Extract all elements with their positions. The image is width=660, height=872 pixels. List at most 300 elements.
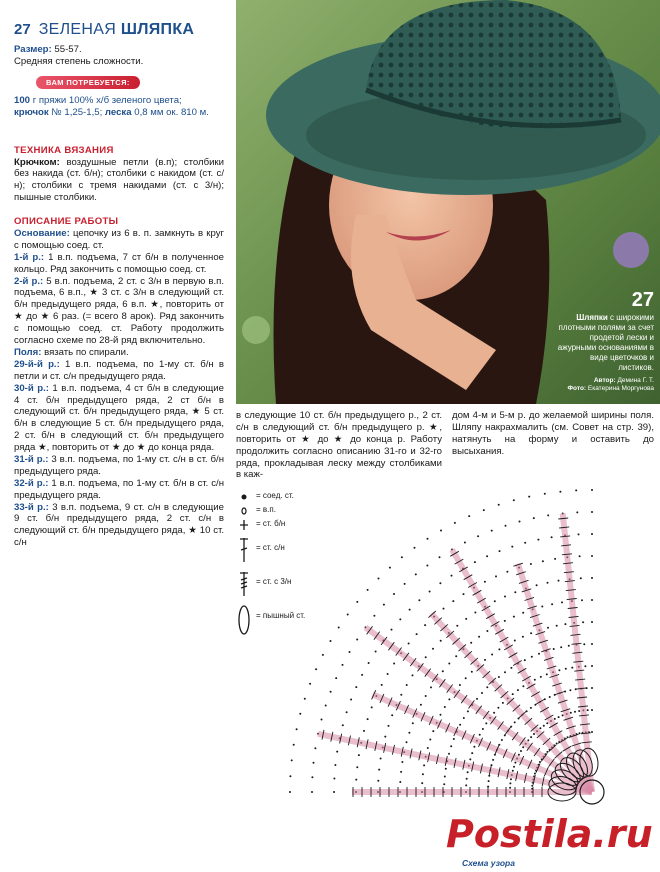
chain-dot — [498, 648, 500, 650]
work-paragraph: 31-й р.: 3 в.п. подъема, по 1-му ст. с/н в ст. б/н предыдущего ряда. — [14, 453, 224, 477]
single-crochet-icon — [238, 518, 254, 532]
chain-dot — [556, 743, 558, 745]
chain-dot — [533, 517, 535, 519]
chain-dot — [387, 673, 389, 675]
work-paragraph: Основание: цепочку из 6 в. п. замкнуть в круг с помощью соед. ст. — [14, 228, 224, 251]
chain-dot — [469, 758, 471, 760]
chain-dot — [313, 762, 315, 764]
stitch-mark — [561, 545, 571, 546]
chain-dot — [546, 751, 548, 753]
chain-dot — [289, 791, 291, 793]
chain-dot — [505, 525, 507, 527]
chain-dot — [504, 596, 506, 598]
chain-dot — [464, 542, 466, 544]
chain-dot — [554, 558, 556, 560]
chain-dot — [336, 751, 338, 753]
chain-dot — [514, 640, 516, 642]
chain-dot — [408, 643, 410, 645]
work-continued-right: дом 4-м и 5-м р. до желаемой ширины поля. Шляпу накрахмалить (см. Совет на стр. 39), натянуть на форму и оставить до высыхания. — [452, 410, 654, 457]
chain-dot — [346, 711, 348, 713]
chain-dot — [400, 771, 402, 773]
chain-dot — [415, 573, 417, 575]
stitch-mark — [565, 581, 575, 582]
chain-dot — [418, 599, 420, 601]
chain-dot — [454, 522, 456, 524]
chain-dot — [401, 556, 403, 558]
legend-single-crochet: = ст. б/н — [236, 518, 376, 534]
chain-dot — [591, 555, 593, 557]
difficulty-line: Средняя степень сложности. — [14, 55, 144, 67]
chain-dot — [412, 674, 414, 676]
chain-dot — [445, 768, 447, 770]
chain-dot — [514, 591, 516, 593]
legend-slip-stitch: = соед. ст. — [236, 490, 376, 506]
stitch-mark — [568, 608, 578, 609]
work-paragraph: 32-й р.: 1 в.п. подъема, по 1-му ст. б/н в ст. с/н предыдущего ряда. — [14, 477, 224, 501]
stitch-mark — [560, 536, 570, 537]
chain-dot — [473, 746, 475, 748]
chain-dot — [371, 706, 373, 708]
chain-dot — [519, 521, 521, 523]
chain-dot — [453, 738, 455, 740]
slip-stitch-icon — [238, 490, 254, 504]
chain-dot — [425, 656, 427, 658]
chain-dot — [493, 712, 495, 714]
chain-dot — [325, 705, 327, 707]
chain-dot — [421, 782, 423, 784]
chain-dot — [518, 754, 520, 756]
chain-dot — [542, 560, 544, 562]
legend-puff-stitch: = пышный ст. — [236, 610, 376, 640]
chain-dot — [378, 578, 380, 580]
chain-dot — [556, 625, 558, 627]
chain-dot — [568, 645, 570, 647]
stitch-mark — [575, 679, 585, 680]
chain-dot — [375, 651, 377, 653]
chain-dot — [391, 714, 393, 716]
chain-dot — [459, 724, 461, 726]
chain-dot — [466, 778, 468, 780]
chain-dot — [363, 730, 365, 732]
chain-dot — [562, 714, 564, 716]
chain-dot — [391, 629, 393, 631]
chain-dot — [333, 791, 335, 793]
chain-dot — [408, 732, 410, 734]
chain-dot — [591, 599, 593, 601]
chain-dot — [409, 609, 411, 611]
chain-dot — [384, 736, 386, 738]
chain-dot — [356, 601, 358, 603]
chain-dot — [486, 555, 488, 557]
chain-dot — [463, 717, 465, 719]
chain-dot — [481, 692, 483, 694]
chain-dot — [488, 780, 490, 782]
chain-dot — [484, 659, 486, 661]
chain-dot — [591, 533, 593, 535]
chain-dot — [522, 636, 524, 638]
chain-dot — [393, 593, 395, 595]
chain-dot — [355, 686, 357, 688]
chain-dot — [299, 713, 301, 715]
chain-dot — [467, 710, 469, 712]
chain-dot — [424, 624, 426, 626]
chain-dot — [483, 509, 485, 511]
chain-dot — [440, 714, 442, 716]
chain-dot — [547, 627, 549, 629]
chain-dot — [383, 604, 385, 606]
chain-dot — [412, 722, 414, 724]
chain-dot — [414, 547, 416, 549]
chain-dot — [377, 780, 379, 782]
work-heading: ОПИСАНИЕ РАБОТЫ — [14, 216, 119, 228]
chain-dot — [567, 736, 569, 738]
chain-dot — [510, 778, 512, 780]
chain-dot — [534, 773, 536, 775]
chain-dot — [448, 698, 450, 700]
chain-dot — [440, 640, 442, 642]
chain-dot — [498, 504, 500, 506]
chain-dot — [432, 730, 434, 732]
chain-dot — [443, 783, 445, 785]
chain-dot — [574, 711, 576, 713]
chain-dot — [524, 659, 526, 661]
chain-dot — [495, 575, 497, 577]
work-description — [14, 228, 224, 549]
chain-dot — [456, 625, 458, 627]
chain-dot — [522, 685, 524, 687]
chain-dot — [432, 648, 434, 650]
chain-dot — [541, 606, 543, 608]
chain-dot — [482, 728, 484, 730]
stitch-mark — [567, 599, 577, 600]
work-paragraph: 1-й р.: 1 в.п. подъема, 7 ст б/н в полученное кольцо. Ряд закончить с помощью соед. ст. — [14, 251, 224, 275]
chain-dot — [576, 511, 578, 513]
stitch-mark — [570, 625, 580, 626]
stitch-mark — [573, 661, 583, 662]
chain-dot — [443, 608, 445, 610]
chain-dot — [546, 673, 548, 675]
chain-dot — [439, 556, 441, 558]
stitch-mark — [577, 697, 587, 698]
stitch-mark — [579, 715, 589, 716]
chain-dot — [514, 721, 516, 723]
chain-dot — [559, 491, 561, 493]
chain-dot — [368, 662, 370, 664]
stitch-mark — [576, 688, 586, 689]
chain-dot — [528, 496, 530, 498]
chain-dot — [538, 653, 540, 655]
chain-stitch-icon — [238, 504, 254, 518]
chain-dot — [484, 581, 486, 583]
chain-dot — [322, 654, 324, 656]
chain-dot — [485, 722, 487, 724]
chain-dot — [361, 674, 363, 676]
photo-caption — [554, 288, 654, 393]
chain-dot — [448, 663, 450, 665]
chain-dot — [471, 752, 473, 754]
chain-dot — [468, 515, 470, 517]
chain-dot — [296, 728, 298, 730]
chain-dot — [404, 583, 406, 585]
chain-dot — [497, 707, 499, 709]
chain-dot — [554, 718, 556, 720]
chain-dot — [571, 667, 573, 669]
work-continued-middle: в следующие 10 ст. б/н предыдущего р., 2 ст. с/н в следующий ст. б/н предыдущего р. ★, повторить от ★ до ★ до конца р. Работу продолжить согласно описанию 31-го и 32-го ряда, прокладывая леску между столбиками в каж- — [236, 410, 442, 481]
chain-dot — [581, 599, 583, 601]
chain-dot — [444, 776, 446, 778]
stitch-mark — [564, 572, 574, 573]
work-paragraph: 2-й р.: 5 в.п. подъема, 2 ст. с 3/н в первую в.п. подъема, 6 в.п., ★ 3 ст. с 3/н в следующий ст. б/н предыдущего ряда, 6 в.п. ★, повторить от ★ до ★ 6 раз. (= всего 8 арок). Ряд закончить с помощью соед. ст. Работу продолжить согласно схеме по 28-й ряд включительно. — [14, 275, 224, 347]
chain-dot — [591, 621, 593, 623]
chain-dot — [486, 630, 488, 632]
chain-dot — [547, 514, 549, 516]
chain-dot — [494, 600, 496, 602]
legend-double-crochet: = ст. с/н — [236, 542, 376, 568]
chain-dot — [543, 725, 545, 727]
chain-dot — [347, 614, 349, 616]
chain-dot — [570, 712, 572, 714]
stitch-mark — [582, 742, 592, 743]
caption-number: 27 — [631, 289, 654, 311]
chain-dot — [558, 669, 560, 671]
technique-heading: ТЕХНИКА ВЯЗАНИЯ — [14, 144, 114, 156]
chain-dot — [314, 747, 316, 749]
materials: 100 г пряжи 100% х/б зеленого цвета; крючок № 1,25-1,5; леска 0,8 мм ок. 810 м. — [14, 94, 209, 118]
chain-dot — [587, 709, 589, 711]
chain-dot — [530, 563, 532, 565]
chain-dot — [533, 733, 535, 735]
chain-dot — [513, 499, 515, 501]
chain-dot — [430, 686, 432, 688]
chain-dot — [491, 654, 493, 656]
chain-dot — [502, 702, 504, 704]
chain-dot — [501, 739, 503, 741]
stitch-mark — [578, 706, 588, 707]
chain-dot — [420, 704, 422, 706]
work-paragraph: 30-й р.: 1 в.п. подъема, 4 ст б/н в следующие 4 ст. б/н предыдущего ряда, 2 ст б/н в следующий ст. б/н предыдущего ряда, ★ 5 ст. б/н в следующие 5 ст. б/н предыдущего ряда, 2 ст. б/н в следующий ст. б/н предыдущего ряда ★, повторить от ★ до ★ до конца ряда. — [14, 382, 225, 454]
chain-dot — [569, 689, 571, 691]
caption-photographer: Фото: Екатерина Моргунова — [567, 385, 654, 393]
chain-dot — [486, 686, 488, 688]
chain-dot — [304, 698, 306, 700]
chain-dot — [534, 679, 536, 681]
chain-dot — [506, 571, 508, 573]
stitch-mark — [580, 724, 590, 725]
technique-text: Крючком: воздушные петли (в.п); столбики без накида (ст. б/н); столбики с накидом (ст. с/н); столбики с тремя накидами (ст. с 3/н); пышные столбики. — [14, 156, 224, 204]
chain-dot — [512, 770, 514, 772]
chain-dot — [338, 627, 340, 629]
chain-dot — [465, 618, 467, 620]
chain-dot — [536, 584, 538, 586]
chain-dot — [582, 621, 584, 623]
chain-dot — [451, 575, 453, 577]
chain-dot — [474, 561, 476, 563]
chain-dot — [467, 771, 469, 773]
chain-dot — [537, 539, 539, 541]
double-crochet-icon — [238, 536, 254, 564]
stitch-mark — [558, 518, 568, 519]
chain-dot — [356, 639, 358, 641]
chain-dot — [530, 736, 532, 738]
chain-dot — [427, 747, 429, 749]
chain-dot — [291, 759, 293, 761]
chain-dot — [425, 695, 427, 697]
chain-dot — [459, 684, 461, 686]
triple-crochet-icon — [238, 570, 254, 598]
chain-dot — [546, 722, 548, 724]
chain-dot — [580, 577, 582, 579]
chain-dot — [406, 741, 408, 743]
chain-dot — [309, 683, 311, 685]
chain-dot — [401, 761, 403, 763]
chain-dot — [465, 784, 467, 786]
stitch-mark — [559, 527, 569, 528]
chain-dot — [330, 691, 332, 693]
stitch-mark — [566, 590, 576, 591]
chain-dot — [427, 538, 429, 540]
chain-dot — [465, 677, 467, 679]
stitch-mark — [572, 652, 582, 653]
diagram-caption: Схема узора — [462, 858, 515, 868]
stitch-mark — [571, 634, 581, 635]
chain-dot — [342, 664, 344, 666]
chain-dot — [335, 677, 337, 679]
chain-dot — [565, 668, 567, 670]
chain-dot — [584, 665, 586, 667]
chain-dot — [531, 656, 533, 658]
chain-dot — [342, 724, 344, 726]
chain-dot — [544, 493, 546, 495]
chain-dot — [422, 773, 424, 775]
stitch-mark — [562, 554, 572, 555]
chain-dot — [416, 633, 418, 635]
chain-dot — [558, 580, 560, 582]
work-paragraph: Поля: вязать по спирали. — [14, 346, 129, 358]
chain-dot — [444, 706, 446, 708]
chain-dot — [293, 744, 295, 746]
chain-dot — [423, 764, 425, 766]
chain-dot — [367, 718, 369, 720]
chain-dot — [349, 651, 351, 653]
chain-dot — [524, 542, 526, 544]
chain-dot — [513, 766, 515, 768]
chain-dot — [388, 725, 390, 727]
stitch-mark — [563, 563, 573, 564]
chain-dot — [334, 764, 336, 766]
legend-chain-stitch: = в.п. — [236, 504, 376, 520]
chain-dot — [406, 684, 408, 686]
chain-dot — [426, 565, 428, 567]
chain-dot — [498, 676, 500, 678]
chain-dot — [399, 618, 401, 620]
stitch-mark — [572, 643, 582, 644]
chain-dot — [591, 577, 593, 579]
chain-dot — [400, 694, 402, 696]
chain-dot — [478, 636, 480, 638]
chain-dot — [591, 489, 593, 491]
chain-dot — [564, 623, 566, 625]
chain-dot — [442, 670, 444, 672]
chain-dot — [509, 782, 511, 784]
chain-dot — [330, 640, 332, 642]
chain-dot — [539, 727, 541, 729]
stitch-mark — [569, 616, 579, 617]
chain-dot — [512, 693, 514, 695]
chain-dot — [455, 655, 457, 657]
chain-dot — [499, 550, 501, 552]
chain-dot — [530, 632, 532, 634]
chain-dot — [504, 671, 506, 673]
chain-dot — [311, 776, 313, 778]
article-header — [14, 20, 224, 40]
chain-dot — [477, 535, 479, 537]
chain-dot — [578, 533, 580, 535]
chain-dot — [591, 665, 593, 667]
chain-dot — [350, 699, 352, 701]
chain-dot — [439, 582, 441, 584]
chain-dot — [551, 536, 553, 538]
watermark: Postila.ru — [446, 812, 653, 856]
chain-dot — [463, 593, 465, 595]
caption-author: Автор: Демина Г. Т. — [593, 377, 654, 384]
chain-dot — [311, 791, 313, 793]
chain-dot — [356, 766, 358, 768]
chain-dot — [513, 616, 515, 618]
hat-photo — [236, 0, 660, 404]
chain-dot — [321, 719, 323, 721]
chain-dot — [450, 745, 452, 747]
chain-dot — [504, 620, 506, 622]
needs-banner: ВАМ ПОТРЕБУЕТСЯ: — [36, 76, 140, 89]
chain-dot — [531, 785, 533, 787]
chain-dot — [539, 761, 541, 763]
chain-dot — [381, 684, 383, 686]
chain-dot — [470, 642, 472, 644]
chain-dot — [479, 734, 481, 736]
chain-dot — [355, 779, 357, 781]
chain-dot — [399, 781, 401, 783]
chain-dot — [440, 530, 442, 532]
chain-dot — [591, 643, 593, 645]
chain-dot — [510, 667, 512, 669]
chain-dot — [558, 716, 560, 718]
chain-dot — [380, 758, 382, 760]
chain-dot — [522, 612, 524, 614]
chain-dot — [520, 750, 522, 752]
chain-dot — [591, 511, 593, 513]
chain-dot — [579, 555, 581, 557]
crochet-diagram — [262, 472, 660, 862]
chain-dot — [492, 759, 494, 761]
legend-triple-crochet: = ст. с 3/н — [236, 576, 376, 602]
chain-dot — [522, 746, 524, 748]
caption-text: Шляпки с широкими плотными полями за счет продетой лески и ажурными основаниями в виде цветочков и листиков. — [557, 313, 654, 372]
chain-dot — [591, 709, 593, 711]
chain-dot — [474, 612, 476, 614]
chain-dot — [389, 567, 391, 569]
chain-dot — [551, 603, 553, 605]
chain-dot — [429, 739, 431, 741]
chain-dot — [579, 732, 581, 734]
chain-dot — [373, 615, 375, 617]
chain-dot — [452, 600, 454, 602]
size-line: Размер: 55-57. — [14, 43, 82, 55]
chain-dot — [527, 739, 529, 741]
puff-stitch-icon — [236, 604, 252, 636]
chain-dot — [511, 546, 513, 548]
chain-dot — [429, 591, 431, 593]
left-column — [14, 20, 224, 549]
